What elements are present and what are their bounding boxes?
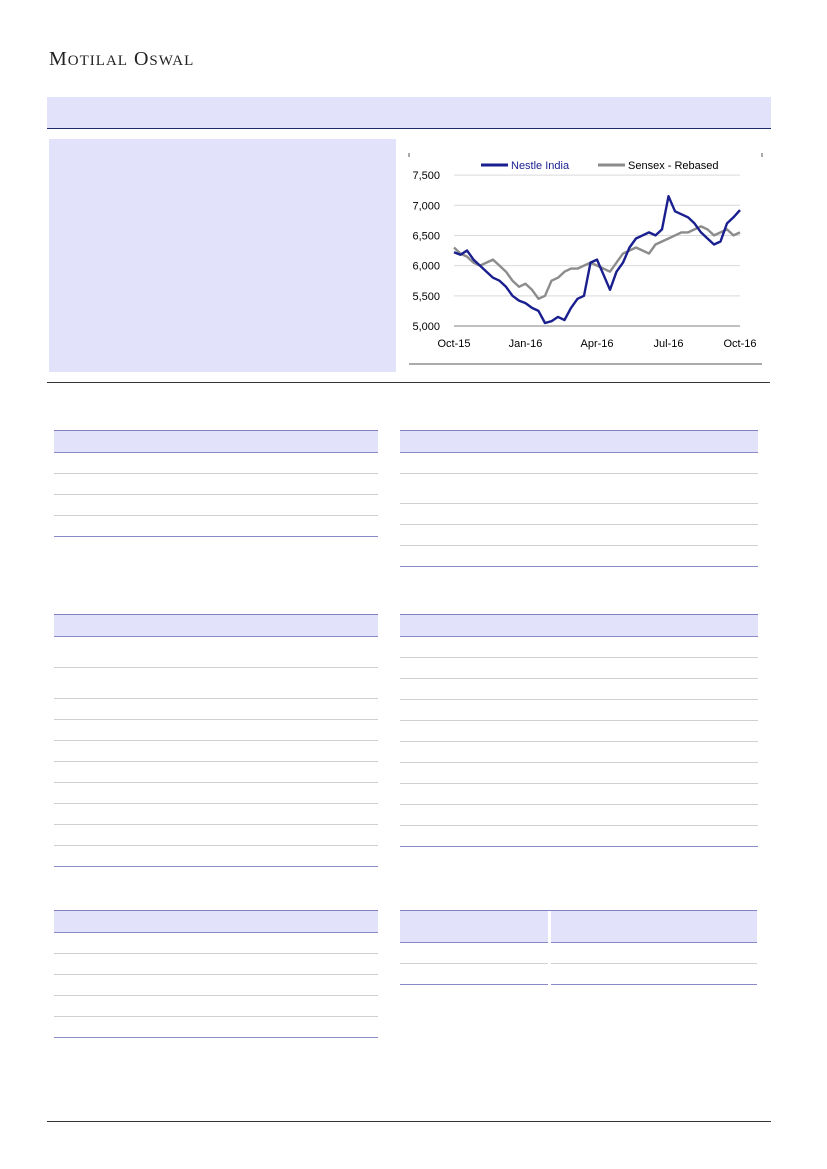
table-row [54,741,378,762]
x-tick-label: Jul-16 [653,338,684,350]
table-right-1 [400,430,758,567]
table-header [54,431,378,453]
table-row [54,804,378,825]
table-row [54,474,378,495]
header-banner [47,97,771,129]
x-tick-label: Oct-15 [437,338,471,350]
table-cell [400,943,548,964]
section-divider [47,382,770,383]
footer-rule [47,1121,771,1122]
table-row [54,720,378,741]
table-row [400,943,757,964]
y-tick-label: 5,000 [412,321,440,333]
summary-panel [49,139,396,372]
table-row [400,964,757,985]
table-header-cell [400,911,548,943]
table-row [54,1017,378,1038]
table-header [400,615,758,637]
series-line-nestle-india [454,196,740,323]
stock-performance-chart [407,153,763,365]
table-row [54,699,378,720]
table-row [54,762,378,783]
table-row [400,453,758,474]
y-tick-label: 5,500 [412,290,440,303]
table-row [400,721,758,742]
table-row [400,763,758,784]
table-header [400,911,757,943]
table-row [54,495,378,516]
y-tick-label: 7,000 [412,200,440,213]
chart-svg [407,153,763,365]
table-row [400,637,758,658]
table-cell [551,943,757,964]
table-row [54,637,378,668]
table-row [54,516,378,537]
table-row [54,846,378,867]
legend-label: Nestle India [511,160,570,172]
table-cell [400,964,548,985]
table-row [54,933,378,954]
brand-word-rest: SWAL [149,53,195,69]
table-row [400,525,758,546]
x-tick-label: Oct-16 [723,338,757,350]
table-cell [551,964,757,985]
table-row [400,679,758,700]
table-row [54,996,378,1017]
table-header [54,615,378,637]
table-row [400,805,758,826]
y-tick-label: 7,500 [412,170,440,183]
table-left-1 [54,430,378,537]
table-row [54,975,378,996]
table-row [400,546,758,567]
table-row [54,453,378,474]
table-row [54,825,378,846]
table-header [400,431,758,453]
table-row [400,742,758,763]
x-tick-label: Jan-16 [508,338,543,350]
table-header [54,911,378,933]
brand-logo [49,46,194,74]
table-left-3 [54,910,378,1038]
table-right-2 [400,614,758,847]
table-row [54,954,378,975]
table-left-2 [54,614,378,867]
y-tick-label: 6,000 [412,260,440,273]
table-row [54,668,378,699]
table-header-cell [551,911,757,943]
table-right-3 [400,910,757,985]
table-row [400,474,758,504]
table-row [400,784,758,805]
legend-label: Sensex - Rebased [628,160,719,172]
table-row [54,783,378,804]
x-tick-label: Apr-16 [580,338,614,350]
table-row [400,504,758,525]
table-row [400,700,758,721]
y-tick-label: 6,500 [412,230,440,243]
table-row [400,826,758,847]
brand-letter: M [49,48,68,70]
table-row [400,658,758,679]
brand-letter: O [133,48,150,70]
brand-word-rest: OTILAL [67,53,128,69]
